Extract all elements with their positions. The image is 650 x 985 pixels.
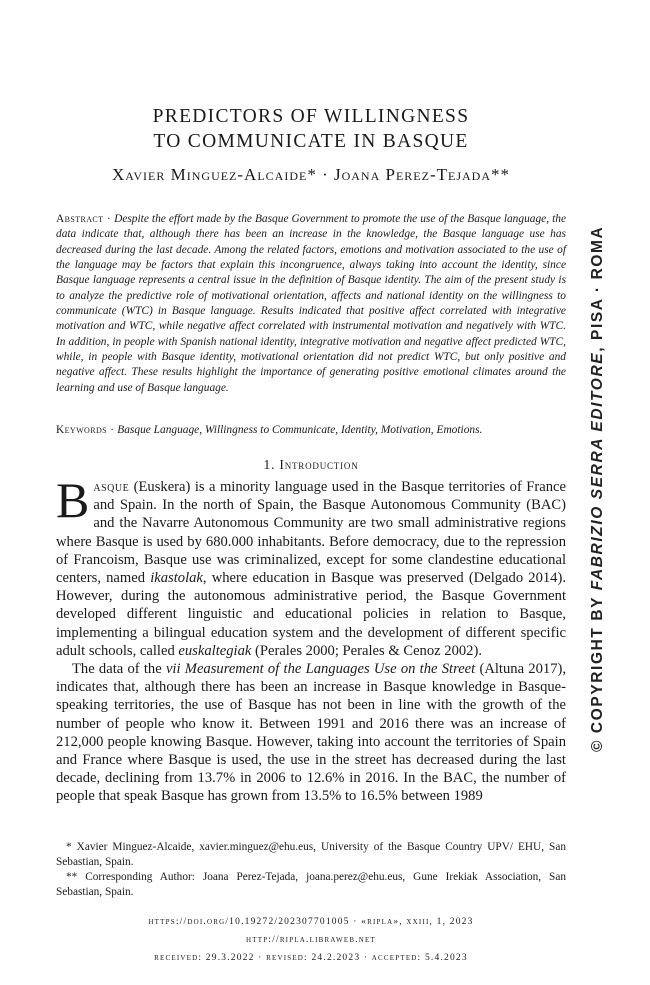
drop-cap: B [56, 472, 90, 528]
footnote-1: * Xavier Minguez-Alcaide, xavier.minguez@ehu.eus, University of the Basque Country UPV/ EHU, San Sebastian, Spain. [56, 841, 566, 868]
footnote-2: ** Corresponding Author: Joana Perez-Tejada, joana.perez@ehu.eus, Gune Irekiak Association, San Sebastian, Spain. [56, 871, 566, 898]
drop-cap-continuation: asque [93, 479, 130, 495]
journal-url: http://ripla.libraweb.net [246, 935, 376, 945]
title-line-2: TO COMMUNICATE IN BASQUE [153, 131, 469, 152]
keywords-label: Keywords · [56, 424, 115, 436]
doi-line: https://doi.org/10.19272/202307701005 · «ripla», xxiii, 1, 2023 [148, 917, 474, 927]
copyright-prefix: © COPYRIGHT BY [589, 590, 606, 752]
keywords-text: Basque Language, Willingness to Communicate, Identity, Motivation, Emotions. [117, 424, 483, 436]
article-title [56, 104, 566, 154]
review-dates: received: 29.3.2022 · revised: 24.2.2023 · accepted: 5.4.2023 [154, 953, 468, 963]
publication-info [56, 913, 566, 967]
body-text [56, 472, 566, 806]
term-euskaltegiak: euskaltegiak [178, 642, 252, 659]
section-heading: 1. Introduction [263, 457, 359, 472]
title-line-1: PREDICTORS OF WILLINGNESS [152, 106, 470, 127]
paragraph-1-text-a: (Euskera) is a minority language used in the Basque territories of France and Spain. In the north of Spain, the Basque Autonomous Community (BAC) and the Navarre Autonomous Community are two small administrative regions where Basque is used by 680.000 inhabitants. Before democracy, due to the repression of Francoism, Basque use was criminalized, except for some clandestine educational centers, named [56, 479, 566, 587]
copyright-suffix: , PISA · ROMA [589, 225, 606, 352]
keywords [56, 423, 566, 438]
paragraph-1-text-b: , where education in Basque was preserved (Delgado 2014). However, during the autonomous administrative period, the Basque Government developed different linguistic and educational policies in relation to Basque, implementing a bilingual education system and the development of different specific adult schools, called [56, 570, 566, 659]
abstract [56, 212, 566, 396]
cited-report-title: vii Measurement of the Languages Use on the Street [165, 661, 476, 678]
footnotes [56, 840, 566, 900]
term-ikastolak: ikastolak [150, 570, 203, 587]
abstract-text: Despite the effort made by the Basque Government to promote the use of the Basque language, the data indicate that, although there has been an increase in the knowledge, the Basque language use has decreased during the last decade. Among the related factors, emotions and motivation associated to the use of the language may be factors that explain this incongruence, always taking into account the identity, since Basque language represents a central issue in the definition of Basque identity. The aim of the present study is to analyze the predictive role of motivational orientation, affects and national identity on the willingness to communicate (WTC) in Basque language. Results indicated that positive affect correlated with integrative motivation and WTC, while negative affect correlated with instrumental motivation and negatively with WTC. In addition, in people with Spanish national identity, integrative motivation and negative affect predicted WTC, while, in people with Basque identity, motivational orientation did not predict WTC, but only positive and negative affect. These results highlight the importance of generating positive emotional climates around the learning and use of Basque language. [56, 213, 567, 394]
paragraph-1 [56, 472, 566, 660]
paragraph-2-text-b: (Altuna 2017), indicates that, although there has been an increase in Basque knowledge in Basque-speaking territories, the use of Basque has not been in line with the growth of the number of people who know it. Between 1991 and 2016 there was an increase of 212,000 people knowing Basque. However, taking into account the territories of Spain and France where Basque is used, the use in the street has decreased during the last decade, declining from 13.7% in 2006 to 12.6% in 2016. In the BAC, the number of people that speak Basque has grown from 13.5% to 16.5% between 1989 [56, 661, 566, 805]
copyright-publisher: FABRIZIO SERRA EDITORE [589, 351, 606, 591]
paragraph-2-text-a: The data of the [72, 661, 166, 678]
abstract-label: Abstract · [56, 213, 112, 225]
paragraph-2 [56, 660, 566, 806]
author-list: Xavier Minguez-Alcaide* · Joana Perez-Tejada** [111, 165, 511, 184]
paragraph-1-text-c: (Perales 2000; Perales & Cenoz 2002). [251, 642, 482, 659]
